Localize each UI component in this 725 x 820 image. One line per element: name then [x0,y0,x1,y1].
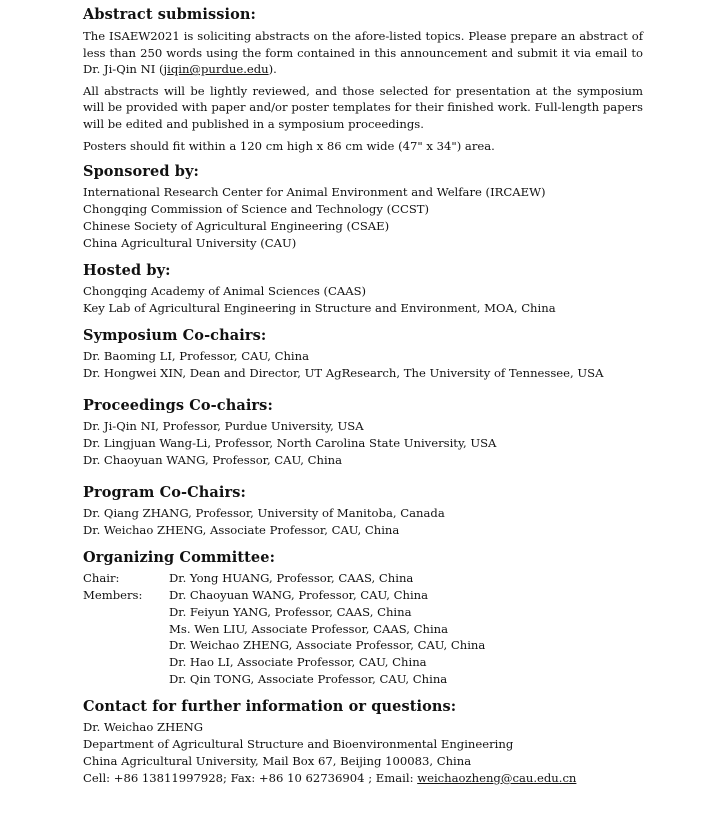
chair-item: Dr. Hongwei XIN, Dean and Director, UT AgResearch, The University of Tennessee, USA [83,366,604,381]
chair-item: Dr. Weichao ZHENG, Associate Professor, CAU, China [83,523,400,538]
committee-member: Dr. Feiyun YANG, Professor, CAAS, China [169,604,412,619]
proceedings-chairs-heading: Proceedings Co-chairs: [83,397,273,415]
symposium-chairs-section [83,327,643,382]
committee-member: Ms. Wen LIU, Associate Professor, CAAS, China [169,621,449,636]
document-page [83,6,643,787]
chair-item: Dr. Lingjuan Wang-Li, Professor, North Carolina State University, USA [83,436,497,451]
contact-phone-text: Cell: +86 13811997928; Fax: +86 10 62736904 ; Email: [83,770,418,785]
contact-heading: Contact for further information or questions: [83,697,457,715]
committee-member: Dr. Qin TONG, Associate Professor, CAU, China [169,671,448,686]
chair-item: Dr. Baoming LI, Professor, CAU, China [83,349,310,364]
committee-members-list [169,587,485,688]
abstract-p1-text: The ISAEW2021 is soliciting abstracts on the afore-listed topics. Please prepare an abstract of less than 250 words using the form contained in this announcement and submit it via email to Dr. Ji-Qin NI ( [83,29,643,77]
committee-members-row [83,587,643,688]
chair-item: Dr. Ji-Qin NI, Professor, Purdue University, USA [83,419,364,434]
committee-chair-row [83,570,643,587]
program-chairs-heading: Program Co-Chairs: [83,484,246,502]
host-item: Chongqing Academy of Animal Sciences (CAAS) [83,284,367,299]
committee-member: Dr. Chaoyuan WANG, Professor, CAU, China [169,587,429,602]
committee-chair-label: Chair: [83,571,120,586]
committee-chair-name: Dr. Yong HUANG, Professor, CAAS, China [169,571,414,586]
abstract-section [83,6,643,154]
contact-section [83,698,643,787]
contact-address: China Agricultural University, Mail Box 67, Beijing 100083, China [83,753,472,768]
program-chairs-section [83,484,643,539]
contact-phone-line [83,770,643,787]
committee-members-label: Members: [83,587,143,602]
committee-member: Dr. Hao LI, Associate Professor, CAU, China [169,655,427,670]
email-link-weichao[interactable]: weichaozheng@cau.edu.cn [417,770,577,785]
host-item: Key Lab of Agricultural Engineering in Structure and Environment, MOA, China [83,301,556,316]
chair-item: Dr. Chaoyuan WANG, Professor, CAU, China [83,453,343,468]
email-link-jiqin[interactable]: jiqin@purdue.edu [163,62,269,77]
proceedings-chairs-section [83,397,643,469]
hosted-heading: Hosted by: [83,262,171,280]
abstract-paragraph-2: All abstracts will be lightly reviewed, and those selected for presentation at the symposium will be provided with paper and/or poster templates for their finished work. Full-length papers will be edited and published in a symposium proceedings. [83,83,643,131]
abstract-paragraph-1 [83,28,643,78]
chair-item: Dr. Qiang ZHANG, Professor, University of Manitoba, Canada [83,506,445,521]
abstract-heading: Abstract submission: [83,6,256,23]
abstract-paragraph-3: Posters should fit within a 120 cm high x 86 cm wide (47" x 34") area. [83,138,495,153]
organizing-heading: Organizing Committee: [83,549,276,567]
abstract-p1-end: ). [268,62,277,77]
sponsor-item: China Agricultural University (CAU) [83,236,297,251]
sponsor-item: International Research Center for Animal Environment and Welfare (IRCAEW) [83,185,546,200]
sponsored-section [83,163,643,252]
committee-member: Dr. Weichao ZHENG, Associate Professor, CAU, China [169,638,486,653]
symposium-chairs-heading: Symposium Co-chairs: [83,327,267,345]
sponsor-item: Chongqing Commission of Science and Technology (CCST) [83,202,430,217]
sponsor-item: Chinese Society of Agricultural Engineering (CSAE) [83,219,390,234]
contact-department: Department of Agricultural Structure and Bioenvironmental Engineering [83,736,514,751]
hosted-section [83,262,643,317]
organizing-committee-section [83,549,643,688]
contact-name: Dr. Weichao ZHENG [83,719,204,734]
sponsored-heading: Sponsored by: [83,163,199,181]
